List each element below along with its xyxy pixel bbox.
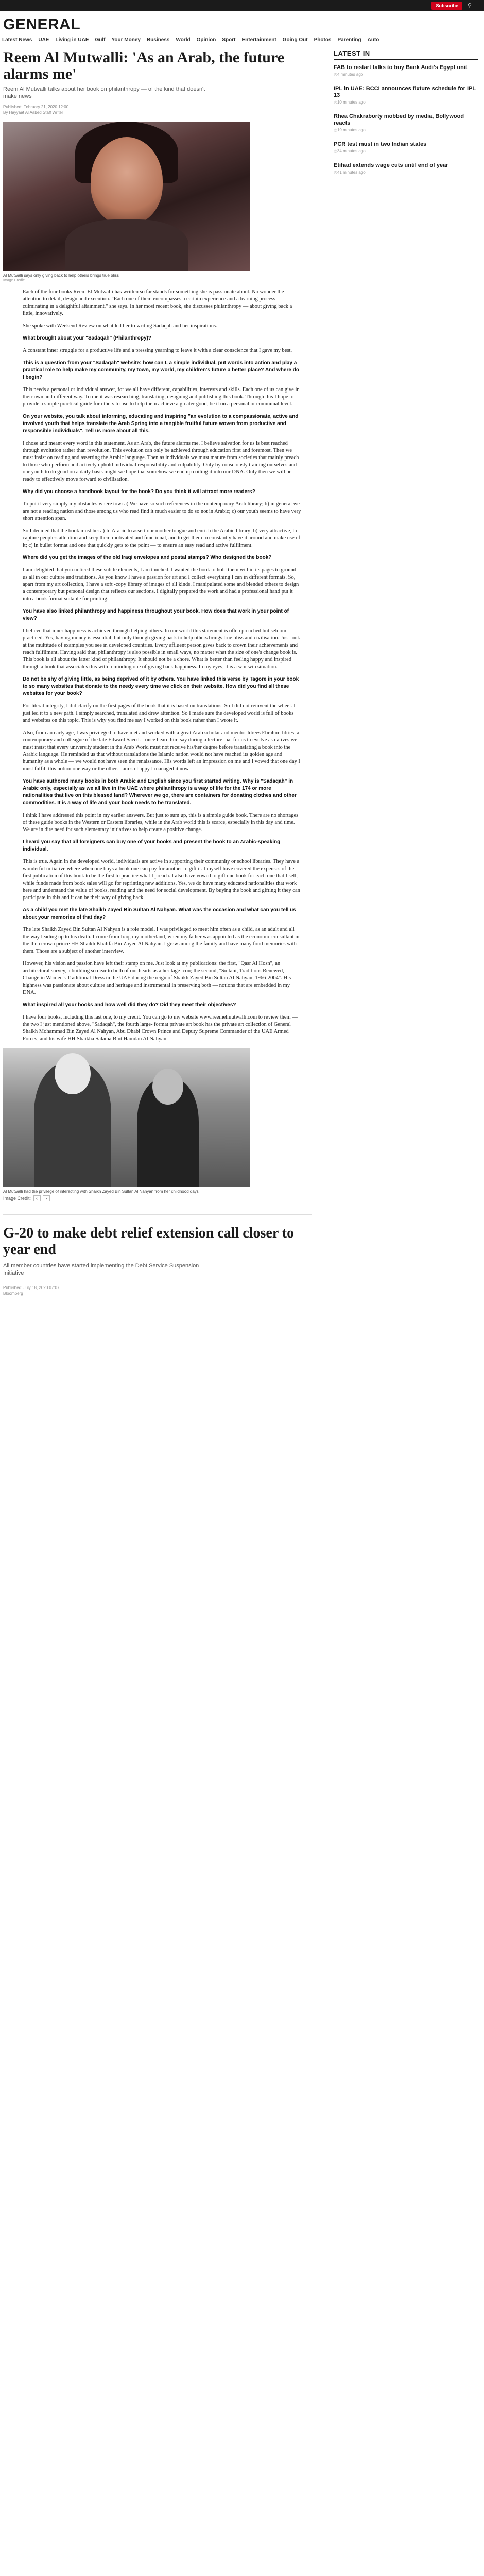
sidebar-item-time: ◴ 41 minutes ago: [334, 170, 478, 175]
question: What inspired all your books and how well did they do? Did they meet their objectives?: [23, 1002, 236, 1008]
sidebar-item[interactable]: [334, 60, 478, 81]
next-article-standfirst: All member countries have started implementing the Debt Service Suspension Initiative: [3, 1263, 199, 1276]
next-source: Bloomberg: [3, 1291, 23, 1296]
answer: Also, from an early age, I was privileged to have met and worked with a great Arab scholar and mentor Idrees Ebrahim Idries, a contemporary and colleague of the late Edward Saeed. I once heard him say during a lecture that for us to evolve as natives we must insist that every university student in the Arab World must not receive his/her degree before translating a book into the Arabic language. He reminded us that without translations the Islamic nation would not have reached its golden age and humanity as a whole — we would not have seen the renaissance. His words left an impression on me and I vowed that one day I must fulfill this notion one way or the other. I am so happy I managed it now.: [23, 730, 300, 772]
nav-item-parenting[interactable]: Parenting: [337, 37, 361, 43]
question: You have authored many books in both Arabic and English since you first started writing. Why is "Sadaqah" in Arabic only, especially as we all live in the UAE where philanthropy is a way of life for the 174 or more nationalities that live on this blessed land? Wherever we go, there are containers for donating clothes and other commodities. It is a way of life and your book needs to be translated.: [23, 778, 297, 806]
sidebar-item-title[interactable]: Etihad extends wage cuts until end of year: [334, 162, 448, 168]
answer: To put it very simply my obstacles where tow: a) We have so such references in the contemporary Arab library; b) in general we are not a reading nation and those among us who read find it much easier to do so not in Arabic; c) our youth seems to have very short attention span.: [23, 501, 301, 521]
article-body: [3, 289, 302, 1043]
hero-credit: Image Credit:: [3, 279, 25, 282]
nav-item-world[interactable]: World: [176, 37, 191, 43]
answer: I think I have addressed this point in my earlier answers. But just to sum up, this is a simple guide book. There are no shortages of these guide books in the Western or Eastern libraries, while in the Arab world this is scarce, especially in this day and time. We are in dire need for such elementary initiatives to help create a positive change.: [23, 812, 299, 833]
answer: I am delighted that you noticed these subtle elements, I am touched. I wanted the book to hold them within its pages to ground us all in our culture and traditions. As you know I have a passion for art and I collect everything I can in different formats. So, apart from my art collection, I have a soft -copy library of images of all kinds. I manipulated some and blended others to design a contemporary but personal design that reflects our sections. I digitally prepared the work and had a professional hand put it into a book format suitable for printing.: [23, 567, 299, 602]
archive-photo-caption: Al Mutwalli had the privilege of interacting with Shaikh Zayed Bin Sultan Al Nahyan from her childhood days: [3, 1189, 199, 1194]
sidebar-item-time: ◴ 4 minutes ago: [334, 72, 478, 77]
answer: However, his vision and passion have left their stamp on me. Just look at my publications: the first, "Qasr Al Hosn", an architectural survey, a building so dear to both of our hearts as a heritage icon; the second, "Sultani, Traditions Renewed, Change in Women's Traditional Dress in the UAE during the reign of Shaikh Zayed Bin Sultan Al Nahyan, 1966-2004". His highness was passionate about culture and heritage and instrumental in preserving both — notions that are embedded in my DNA.: [23, 961, 291, 995]
article-meta: [3, 104, 312, 115]
question: I heard you say that all foreigners can buy one of your books and present the book to an Arabic-speaking individual.: [23, 839, 281, 852]
next-publish-date: Published: July 18, 2020 07:07: [3, 1285, 60, 1290]
sidebar-item-time: ◴ 19 minutes ago: [334, 128, 478, 132]
answer: This is true. Again in the developed world, individuals are active in supporting their community or school libraries. They have a wonderful initiative where when one buys a book one can pay for another to gift it. I myself have covered the expenses of the first publication of this book to be the first to practice what I preach. I also have vowed to gift one book for each one that I sell, while funds made from book sales will go for reprinting new additions. Yes, we do have many educated nationalities that work here and understand the value of books, reading and the need for social development. By buying the book and gifting it they can participate in this and it can be their way of giving back.: [23, 859, 300, 901]
question: Where did you get the images of the old Iraqi envelopes and postal stamps? Who designed the book?: [23, 555, 272, 561]
answer: This needs a personal or individual answer, for we all have different, capabilities, interests and skills. Each one of us can give in their own and different way. To me it was researching, translating, designing and publishing this book. Through this I hope to provide a simple practical guide for others to use to help them achieve a greater good, be it on a personal or communal level.: [23, 387, 300, 407]
sidebar-heading: LATEST IN: [334, 49, 478, 60]
gallery-prev-button[interactable]: ‹: [33, 1195, 41, 1201]
nav-item-opinion[interactable]: Opinion: [196, 37, 216, 43]
answer: For literal integrity, I did clarify on the first pages of the book that it is based on translations. So I did not reinvent the wheel. I just led it to a new path. I simply searched, translated and drew attention. So I made sure the developed world is full of books and websites on this topic. This is why you find me say I worked on this book rather than I wrote it.: [23, 703, 296, 723]
nav-item-gulf[interactable]: Gulf: [95, 37, 106, 43]
search-icon[interactable]: ⚲: [468, 3, 472, 9]
sidebar-item[interactable]: [334, 109, 478, 137]
article-standfirst: Reem Al Mutwalli talks about her book on philanthropy — of the kind that doesn't make news: [3, 86, 205, 99]
next-article-meta: [3, 1285, 312, 1296]
answer: So I decided that the book must be: a) In Arabic to assert our mother tongue and enrich the Arabic library; b) very attractive, to capture people's attention and keep them motivated and functional, and to get them to constantly have it around and make use of it; c) in bullet format and one that quickly gets to the point — to ensure an easy read and active fulfilment.: [23, 528, 300, 548]
gallery-next-button[interactable]: ›: [43, 1195, 50, 1201]
nav-item-going-out[interactable]: Going Out: [282, 37, 308, 43]
answer: I believe that inner happiness is achieved through helping others. In our world this statement is often preached but seldom practiced. Yes, having money is essential, but only through giving back to help others brings true bliss and civilisation. Just look at the multitude of examples you see in developed countries. Every affluent person gives back to crown their achievements and reach fulfilment. Having said that, philanthropy is also possible in small ways, no matter what the size of one's change book is. This book is all about the latter kind of philanthropy. It should not be a chore. What is better than feeling happy and inspired through a book that associates this with reminding one of giving back happiness. In my eyes, it is a win-win situation.: [23, 628, 300, 670]
nav-item-photos[interactable]: Photos: [314, 37, 332, 43]
question: Why did you choose a handbook layout for the book? Do you think it will attract more readers?: [23, 489, 255, 495]
byline[interactable]: By Hayyaat Al Aabed Staff Writer: [3, 110, 63, 115]
gallery-nav: [3, 1195, 312, 1202]
sidebar-item[interactable]: [334, 158, 478, 179]
answer: I chose and meant every word in this statement. As an Arab, the future alarms me. I believe salvation for us is best reached through evolution rather than revolution. This evolution can only be achieved through education first and foremost. Then we must insist on reading and asserting the Arabic language. Then as individuals we must mature from societies that mainly preach to those who perform and actively uphold individual responsibility and culpability. Only by consciously training ourselves and our youth to do good on a daily basis might we hope that somehow we end up coiling it into our DNA. Only then we will be ready to effectively move forward to civilisation.: [23, 440, 299, 482]
article-divider: [3, 1214, 312, 1215]
nav-item-uae[interactable]: UAE: [38, 37, 49, 43]
answer: The late Shaikh Zayed Bin Sultan Al Nahyan is a role model, I was privileged to meet him often as a child, as an adult and all the way leading up to his death. I come from Iraq, my motherland, when my father was appointed as the economic consultant in the then crown prince HH Shaikh Khalifa Bin Zayed Al Nahyan. I grew among the family and have many fond memories with them. Those are a subject of another interview.: [23, 927, 300, 954]
hero-image: [3, 122, 250, 271]
answer: A constant inner struggle for a productive life and a pressing yearning to leave it with a clear conscience that I gave my best.: [23, 348, 292, 353]
sidebar-item-time: ◴ 10 minutes ago: [334, 100, 478, 105]
section-header: [0, 11, 484, 33]
top-bar: [0, 0, 484, 11]
publish-date: Published: February 21, 2020 12:00: [3, 105, 69, 109]
next-article[interactable]: [3, 1225, 312, 1296]
nav-item-sport[interactable]: Sport: [222, 37, 236, 43]
next-article-headline[interactable]: G-20 to make debt relief extension call closer to year end: [3, 1225, 295, 1258]
nav-item-business[interactable]: Business: [146, 37, 170, 43]
article: [3, 49, 312, 1296]
article-headline: Reem Al Mutwalli: 'As an Arab, the future alarms me': [3, 49, 285, 82]
subscribe-button[interactable]: Subscribe: [431, 2, 462, 10]
section-title[interactable]: GENERAL: [3, 16, 81, 33]
latest-sidebar: [334, 49, 478, 179]
question: This is a question from your "Sadaqah" website: how can I, a simple individual, put words into action and play a practical role to help make my community, my town, my world, my children's future a better place? And where do I begin?: [23, 360, 299, 380]
sidebar-item-title[interactable]: IPL in UAE: BCCI announces fixture schedule for IPL 13: [334, 86, 476, 98]
sidebar-item[interactable]: [334, 137, 478, 158]
sidebar-item[interactable]: [334, 81, 478, 109]
question: Do not be shy of giving little, as being deprived of it by others. You have linked this verse by Tagore in your book to so many websites that donate to the needy every time we click on their website. How did you find all these websites for your book?: [23, 676, 299, 697]
paragraph: Each of the four books Reem El Mutwalli has written so far stands for something she is passionate about. No wonder the attention to detail, design and execution. "Each one of them encompasses a certain experience and a learning process culminating in a delightful attainment," she says. In her most recent book, she discusses philanthropy — about giving back a little, innovatively.: [23, 289, 292, 316]
nav-item-living-in-uae[interactable]: Living in UAE: [55, 37, 89, 43]
question: On your website, you talk about informing, educating and inspiring "an evolution to a compassionate, active and involved youth that helps translate the Arab Spring into a tangible fruitful future woven from productive and responsible individuals". Tell us more about all this.: [23, 414, 299, 434]
question: As a child you met the late Shaikh Zayed Bin Sultan Al Nahyan. What was the occasion and what can you tell us about your memories of that day?: [23, 907, 296, 920]
archive-photo[interactable]: [3, 1048, 250, 1187]
question: You have also linked philanthropy and happiness throughout your book. How does that work in your point of view?: [23, 608, 289, 621]
sidebar-item-title[interactable]: PCR test must in two Indian states: [334, 141, 427, 147]
answer: I have four books, including this last one, to my credit. You can go to my website www.reemelmutwalli.com to review them — the two I just mentioned above, "Sadaqah", the fourth large- format private art book has the private art collection of General Shaikh Mohammad Bin Zayed Al Nahyan, Abu Dhabi Crown Prince and Deputy Supreme Commander of the UAE Armed Forces, and his wife HH Shaikha Salama Bint Hamdan Al Nahyan.: [23, 1014, 298, 1042]
sidebar-item-title[interactable]: Rhea Chakraborty mobbed by media, Bollywood reacts: [334, 113, 464, 126]
nav-item-entertainment[interactable]: Entertainment: [241, 37, 276, 43]
sidebar-item-title[interactable]: FAB to restart talks to buy Bank Audi's Egypt unit: [334, 64, 468, 71]
nav-item-latest-news[interactable]: Latest News: [2, 37, 32, 43]
question: What brought about your "Sadaqah" (Philanthropy)?: [23, 335, 152, 341]
sidebar-item-time: ◴ 34 minutes ago: [334, 149, 478, 154]
main-nav: [0, 33, 484, 46]
nav-item-your-money[interactable]: Your Money: [111, 37, 141, 43]
paragraph: She spoke with Weekend Review on what led her to writing Sadaqah and her inspirations.: [23, 323, 217, 329]
nav-item-auto[interactable]: Auto: [367, 37, 379, 43]
hero-caption: Al Mutwalli says only giving back to help others brings true bliss: [3, 273, 119, 278]
credit-label: Image Credit:: [3, 1196, 31, 1201]
